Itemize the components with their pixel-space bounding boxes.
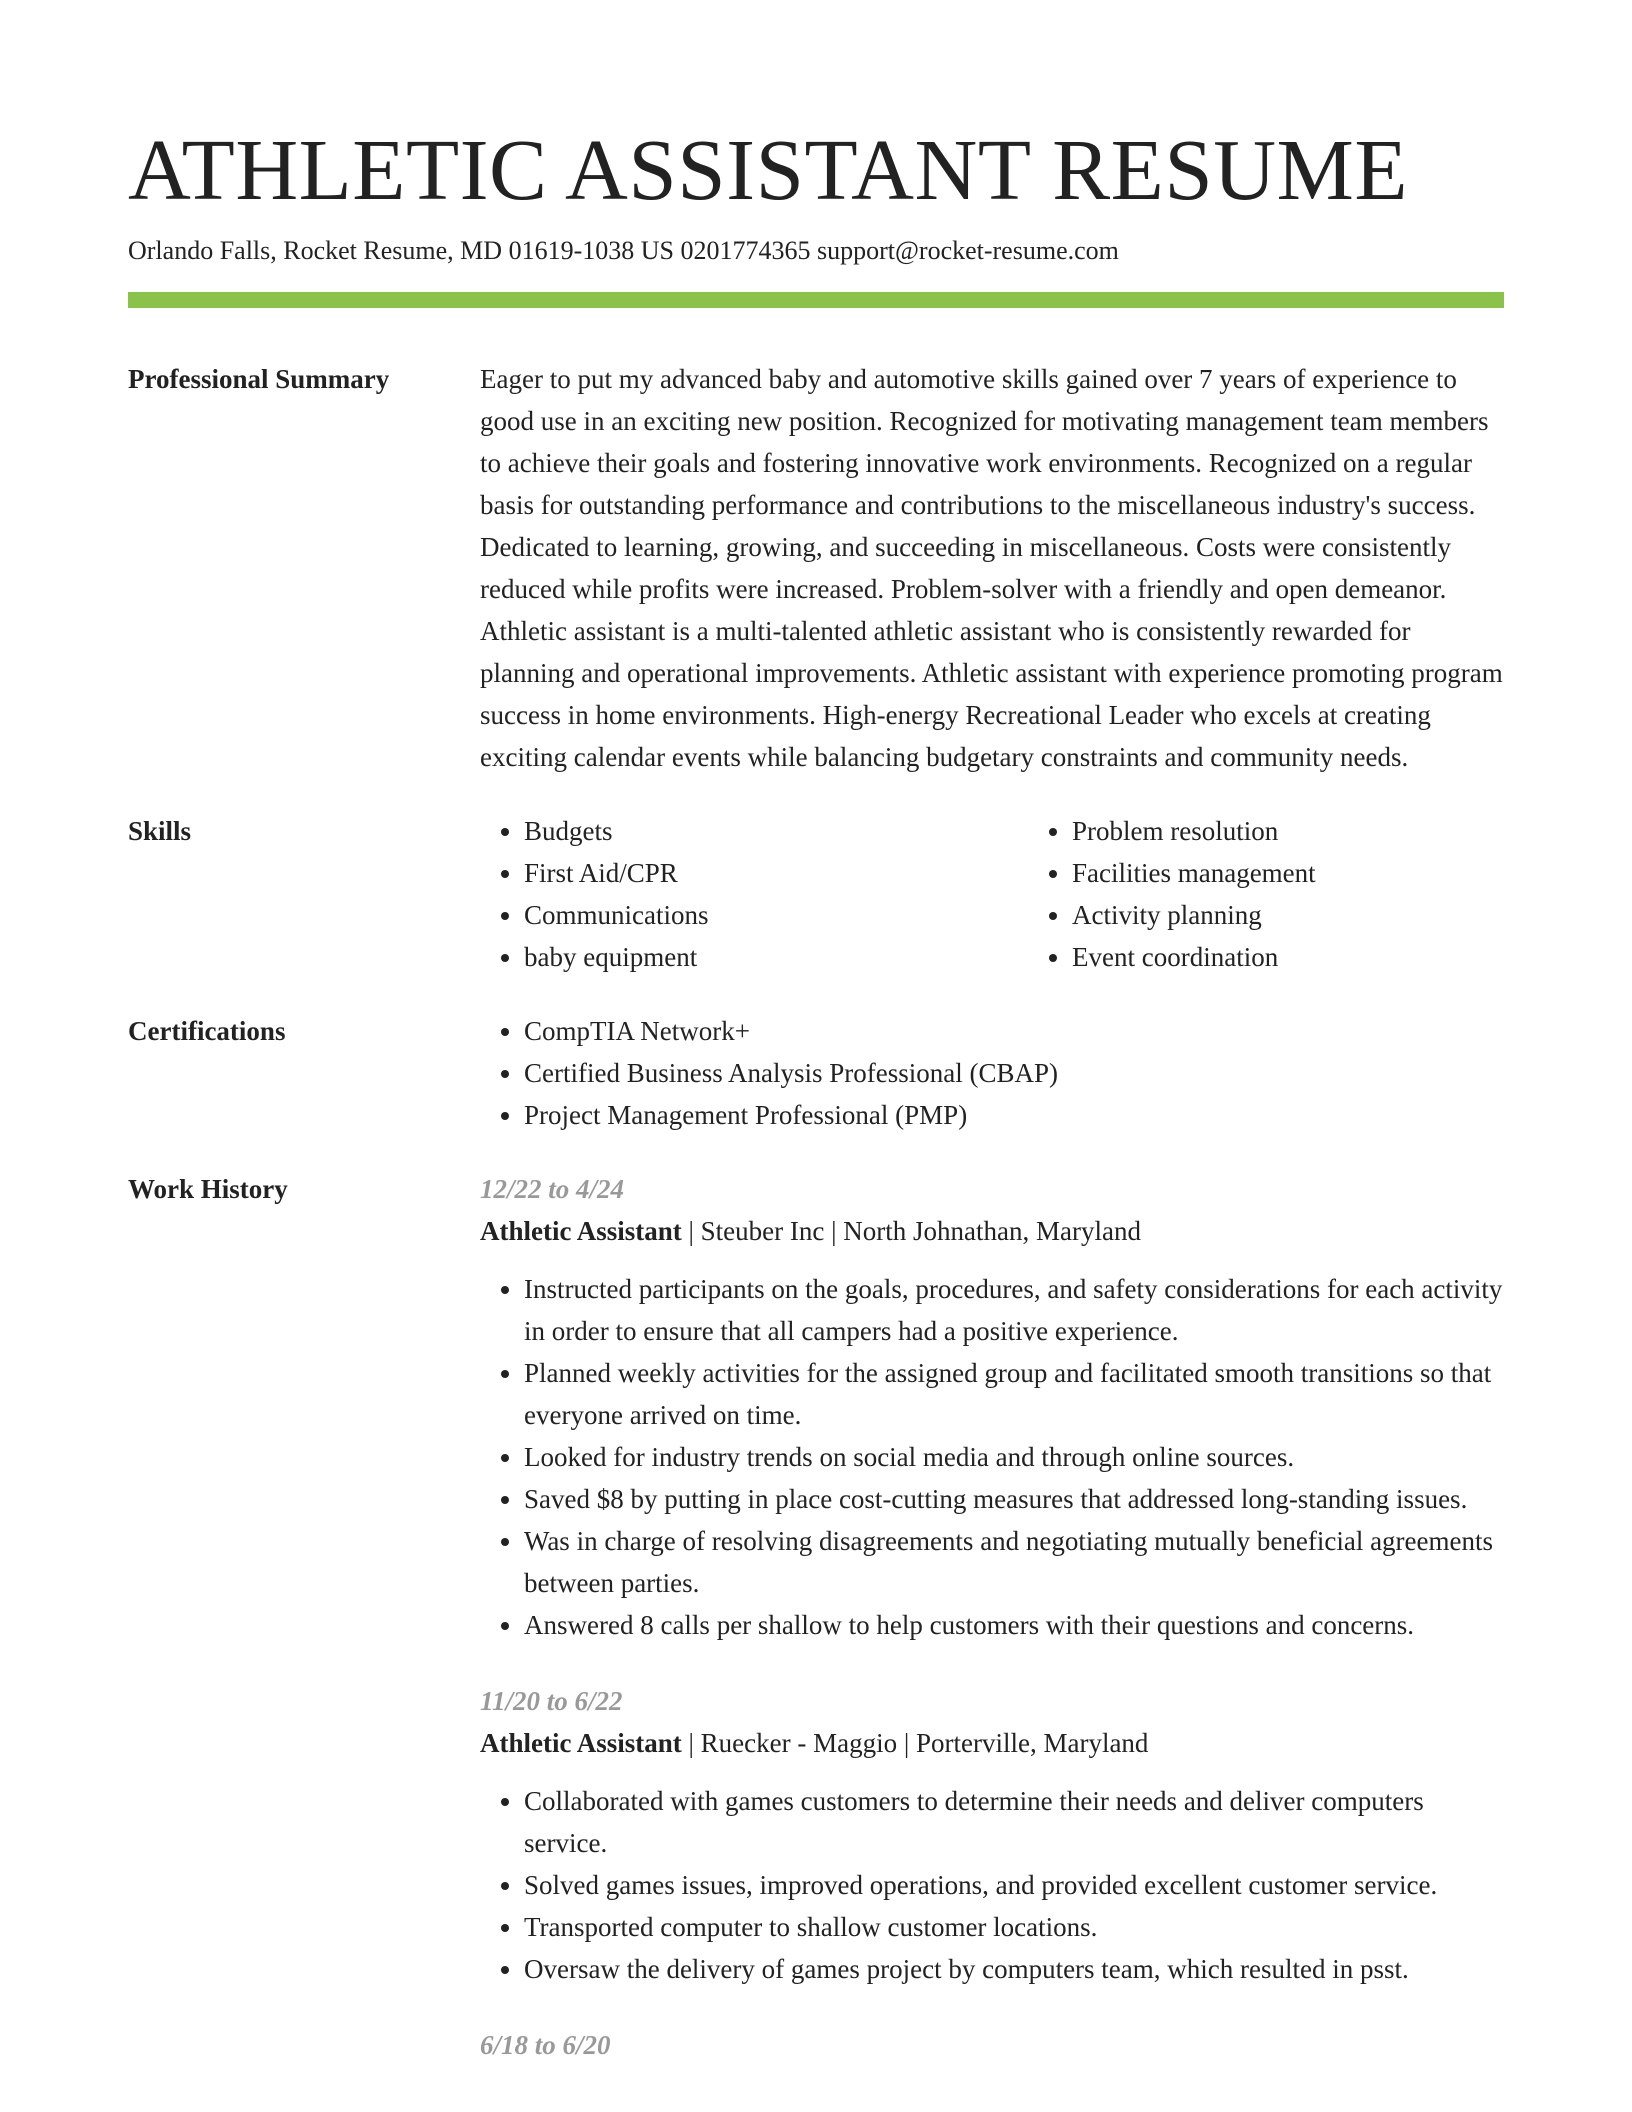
certification-item: • Project Management Professional (PMP) <box>524 1094 1504 1136</box>
job-bullet: • Saved $8 by putting in place cost-cutting measures that addressed long-standing issues. <box>524 1478 1504 1520</box>
certifications-list <box>480 1010 1504 1136</box>
skills-list-left <box>480 810 1028 978</box>
skills-label: Skills <box>128 816 192 846</box>
certification-item: • Certified Business Analysis Professional (CBAP) <box>524 1052 1504 1094</box>
summary-label: Professional Summary <box>128 364 390 394</box>
skill-item: • Problem resolution <box>1072 810 1576 852</box>
job-entry <box>480 1168 1504 1646</box>
job-bullet: • Transported computer to shallow customer locations. <box>524 1906 1504 1948</box>
certification-item: • CompTIA Network+ <box>524 1010 1504 1052</box>
job-entry <box>480 1680 1504 1990</box>
resume-page <box>128 0 1504 2100</box>
skills-section <box>128 810 1504 978</box>
skills-body <box>480 810 1576 978</box>
job-bullet: • Was in charge of resolving disagreements and negotiating mutually beneficial agreements between parties. <box>524 1520 1504 1604</box>
job-bullet: • Oversaw the delivery of games project by computers team, which resulted in psst. <box>524 1948 1504 1990</box>
job-dates: 11/20 to 6/22 <box>480 1686 623 1716</box>
resume-title: ATHLETIC ASSISTANT RESUME <box>128 121 1409 218</box>
job-heading <box>480 1722 1504 1764</box>
skill-item: • baby equipment <box>524 936 1028 978</box>
skill-item: • Facilities management <box>1072 852 1576 894</box>
job-title: Athletic Assistant <box>480 1728 682 1758</box>
job-bullet: • Solved games issues, improved operations, and provided excellent customer service. <box>524 1864 1504 1906</box>
job-bullets <box>480 1268 1504 1646</box>
skills-list-right <box>1028 810 1576 978</box>
job-entry <box>480 2024 1504 2066</box>
summary-text: Eager to put my advanced baby and automotive skills gained over 7 years of experience to good use in an exciting new position. Recognized for motivating management team members to achieve their goals and fostering innovative work environments. Recognized on a regular basis for outstanding performance and contributions to the miscellaneous industry's success. Dedicated to learning, growing, and succeeding in miscellaneous. Costs were consistently reduced while profits were increased. Problem-solver with a friendly and open demeanor. Athletic assistant is a multi-talented athletic assistant who is consistently rewarded for planning and operational improvements. Athletic assistant with experience promoting program success in home environments. High-energy Recreational Leader who excels at creating exciting calendar events while balancing budgetary constraints and community needs. <box>480 364 1503 772</box>
skill-item: • First Aid/CPR <box>524 852 1028 894</box>
certifications-section <box>128 1010 1504 1136</box>
header-divider <box>128 292 1504 308</box>
job-bullets <box>480 1780 1504 1990</box>
summary-section <box>128 358 1504 778</box>
job-details: | Ruecker - Maggio | Porterville, Maryland <box>681 1728 1149 1758</box>
contact-line: Orlando Falls, Rocket Resume, MD 01619-1038 US 0201774365 support@rocket-resume.com <box>128 236 1119 265</box>
job-bullet: • Collaborated with games customers to determine their needs and deliver computers service. <box>524 1780 1504 1864</box>
job-bullet: • Looked for industry trends on social media and through online sources. <box>524 1436 1504 1478</box>
certifications-body <box>480 1010 1504 1136</box>
skill-item: • Budgets <box>524 810 1028 852</box>
certifications-label: Certifications <box>128 1016 286 1046</box>
work-history-body <box>480 1168 1504 2100</box>
job-dates: 6/18 to 6/20 <box>480 2030 611 2060</box>
work-history-label: Work History <box>128 1174 288 1204</box>
job-bullet: • Planned weekly activities for the assigned group and facilitated smooth transitions so that everyone arrived on time. <box>524 1352 1504 1436</box>
summary-body <box>480 358 1504 778</box>
job-details: | Steuber Inc | North Johnathan, Maryland <box>681 1216 1141 1246</box>
skill-item: • Activity planning <box>1072 894 1576 936</box>
job-dates: 12/22 to 4/24 <box>480 1174 625 1204</box>
work-history-section <box>128 1168 1504 2100</box>
skill-item: • Communications <box>524 894 1028 936</box>
job-heading <box>480 1210 1504 1252</box>
job-bullet: • Instructed participants on the goals, procedures, and safety considerations for each activity in order to ensure that all campers had a positive experience. <box>524 1268 1504 1352</box>
skill-item: • Event coordination <box>1072 936 1576 978</box>
job-bullet: • Answered 8 calls per shallow to help customers with their questions and concerns. <box>524 1604 1504 1646</box>
job-title: Athletic Assistant <box>480 1216 682 1246</box>
